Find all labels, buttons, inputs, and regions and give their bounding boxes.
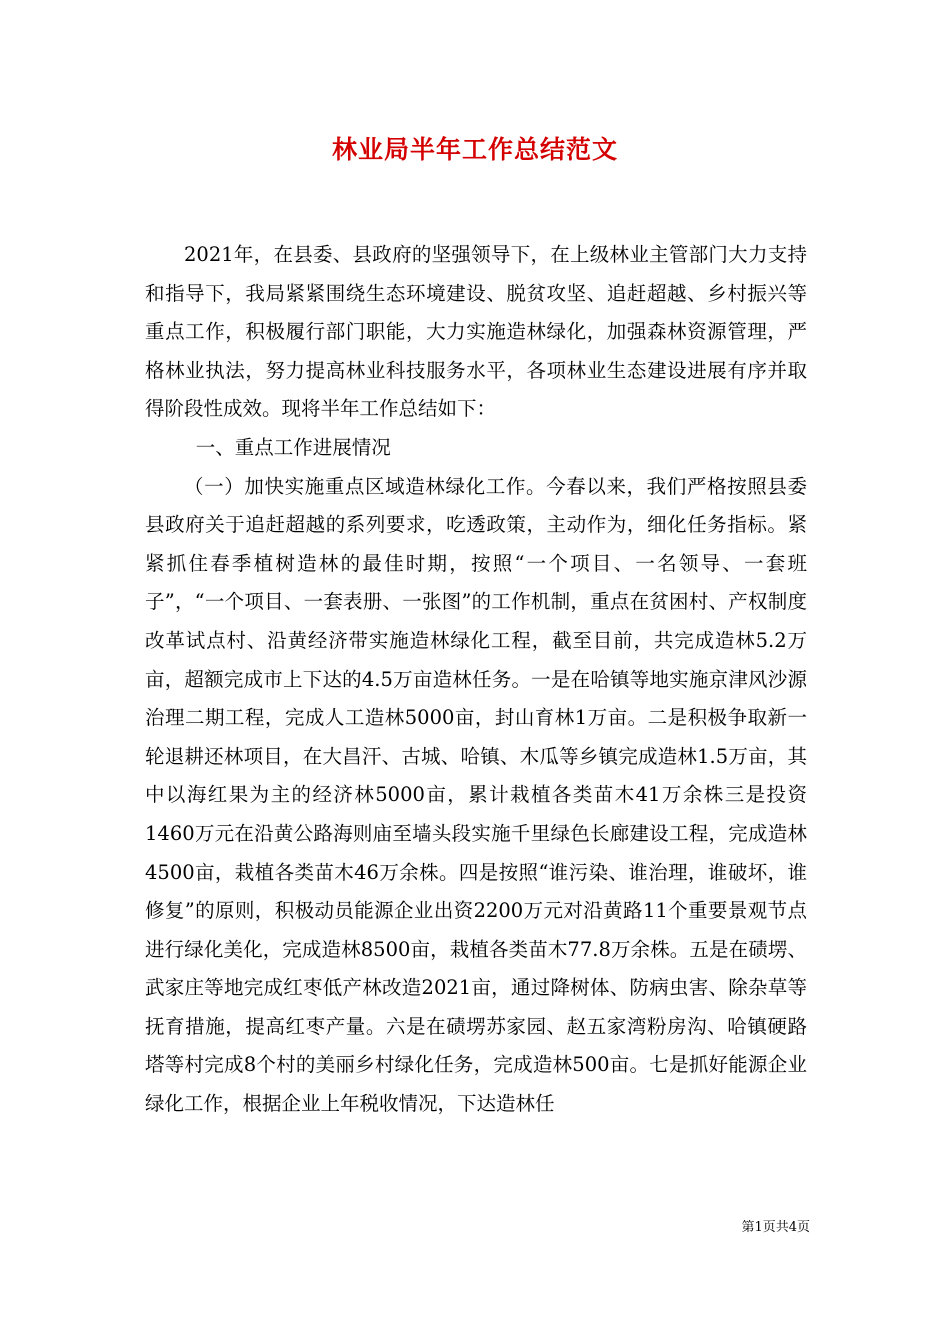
section-heading: 一、重点工作进展情况 — [195, 435, 391, 459]
document-body — [145, 236, 807, 1124]
document-title: 林业局半年工作总结范文 — [331, 135, 618, 164]
intro-paragraph: 2021年，在县委、县政府的坚强领导下，在上级林业主管部门大力支持和指导下，我局紧紧围绕生态环境建设、脱贫攻坚、追赶超越、乡村振兴等重点工作，积极履行部门职能，大力实施造林绿化，加强森林资源管理，严格林业执法，努力提高林业科技服务水平，各项林业生态建设进展有序并取得阶段性成效。现将半年工作总结如下： — [145, 243, 807, 421]
body-paragraph: （一）加快实施重点区域造林绿化工作。今春以来，我们严格按照县委县政府关于追赶超越的系列要求，吃透政策，主动作为，细化任务指标。紧紧抓住春季植树造林的最佳时期，按照“一个项目、一名领导、一套班子”，“一个项目、一套表册、一张图”的工作机制，重点在贫困村、产权制度改革试点村、沿黄经济带实施造林绿化工程，截至目前，共完成造林5.2万亩，超额完成市上下达的4.5万亩造林任务。一是在哈镇等地实施京津风沙源治理二期工程，完成人工造林5000亩，封山育林1万亩。二是积极争取新一轮退耕还林项目，在大昌汗、古城、哈镇、木瓜等乡镇完成造林1.5万亩，其中以海红果为主的经济林5000亩，累计栽植各类苗木41万余株三是投资1460万元在沿黄公路海则庙至墙头段实施千里绿色长廊建设工程，完成造林4500亩，栽植各类苗木46万余株。四是按照“谁污染、谁治理，谁破坏，谁修复”的原则，积极动员能源企业出资2200万元对沿黄路11个重要景观节点进行绿化美化，完成造林8500亩，栽植各类苗木77.8万余株。五是在碛塄、武家庄等地完成红枣低产林改造2021亩，通过降树体、防病虫害、除杂草等抚育措施，提高红枣产量。六是在碛塄苏家园、赵五家湾粉房沟、哈镇硬路塔等村完成8个村的美丽乡村绿化任务，完成造林500亩。七是抓好能源企业绿化工作，根据企业上年税收情况，下达造林任 — [145, 474, 807, 1116]
page-number: 第1页共4页 — [741, 1220, 810, 1235]
